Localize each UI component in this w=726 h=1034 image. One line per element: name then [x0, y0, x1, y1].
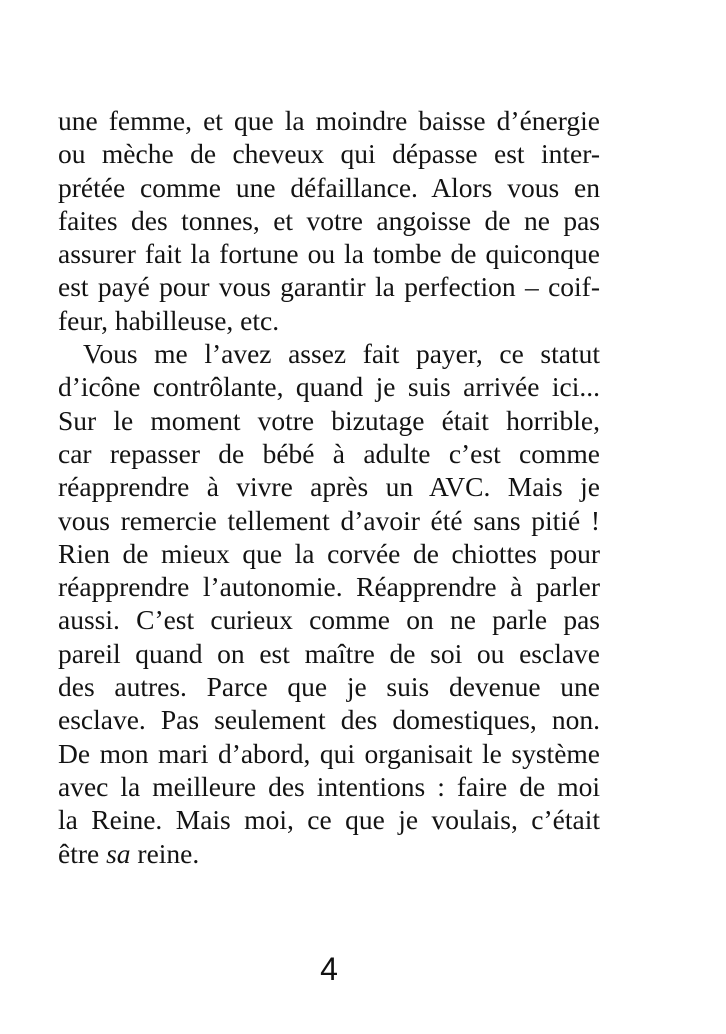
- text-line: la Reine. Mais moi, ce que je voulais, c’était: [58, 804, 600, 836]
- text-line: esclave. Pas seulement des domestiques, non.: [58, 704, 600, 736]
- page-number: 4: [320, 951, 338, 987]
- text-line: vous remercie tellement d’avoir été sans pitié !: [58, 504, 600, 536]
- text-line: être sa reine.: [58, 837, 200, 869]
- text-line: d’icône contrôlante, quand je suis arrivée ici...: [58, 371, 600, 403]
- italic-word: sa: [106, 837, 131, 869]
- text-line: une femme, et que la moindre baisse d’énergie: [58, 105, 600, 136]
- text-line: réapprendre l’autonomie. Réapprendre à parler: [58, 571, 600, 603]
- text-line: Sur le moment votre bizutage était horrible,: [58, 404, 600, 436]
- text-line: ou mèche de cheveux qui dépasse est inter-: [58, 138, 600, 170]
- text-line: De mon mari d’abord, qui organisait le système: [58, 737, 600, 769]
- paragraph: [58, 104, 600, 337]
- paragraph: [58, 337, 600, 870]
- text-line: des autres. Parce que je suis devenue une: [58, 671, 600, 703]
- text-line: est payé pour vous garantir la perfection – coif-: [58, 271, 600, 303]
- text-line: faites des tonnes, et votre angoisse de ne pas: [58, 204, 600, 236]
- text-line: Vous me l’avez assez fait payer, ce statut: [83, 338, 600, 370]
- text-line: avec la meilleure des intentions : faire de moi: [58, 770, 600, 802]
- text-line: feur, habilleuse, etc.: [58, 304, 280, 336]
- text-line: aussi. C’est curieux comme on ne parle pas: [58, 604, 600, 636]
- page-text: [58, 104, 600, 870]
- text-line: assurer fait la fortune ou la tombe de quiconque: [58, 238, 600, 270]
- text-line: car repasser de bébé à adulte c’est comme: [58, 437, 600, 469]
- text-line: réapprendre à vivre après un AVC. Mais je: [58, 471, 600, 503]
- text-line: Rien de mieux que la corvée de chiottes pour: [58, 537, 600, 569]
- text-line: pareil quand on est maître de soi ou esclave: [58, 637, 600, 669]
- text-line: prétée comme une défaillance. Alors vous en: [58, 171, 600, 203]
